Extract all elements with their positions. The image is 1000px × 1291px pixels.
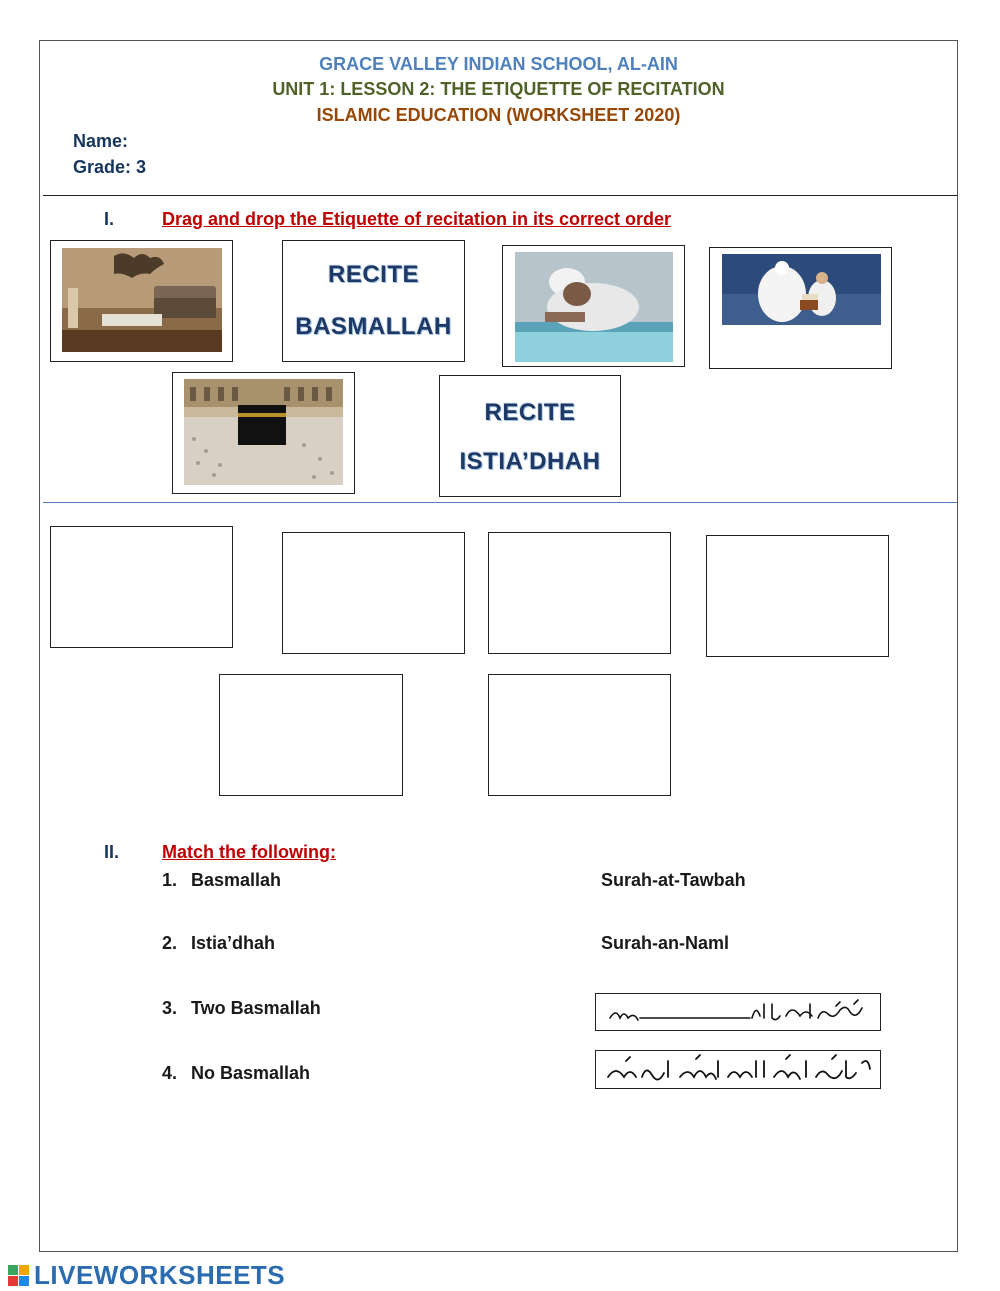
drop-slot-3[interactable]	[488, 532, 671, 654]
card-istiadhah-line2: ISTIA’DHAH	[459, 447, 601, 475]
match-left-3[interactable]: Two Basmallah	[191, 998, 321, 1018]
drop-slot-2[interactable]	[282, 532, 465, 654]
card-recite-istiadhah[interactable]	[439, 375, 621, 497]
basmallah-calligraphy-image	[596, 994, 880, 1030]
card-basmallah-line2: BASMALLAH	[295, 313, 452, 340]
liveworksheets-footer	[8, 1260, 285, 1291]
match-left-2-number: 2.	[162, 933, 178, 953]
card-reading-quran[interactable]	[709, 247, 892, 369]
match-right-1[interactable]: Surah-at-Tawbah	[601, 870, 746, 890]
liveworksheets-logo-icon	[8, 1263, 30, 1289]
section-divider	[43, 502, 957, 503]
match-right-2[interactable]: Surah-an-Naml	[601, 933, 730, 953]
match-left-3-number: 3.	[162, 998, 178, 1018]
card-wudu[interactable]	[502, 245, 685, 367]
match-right-istiadhah-calligraphy[interactable]	[595, 1050, 881, 1089]
reading-quran-image	[722, 254, 881, 325]
name-label: Name:	[73, 131, 129, 151]
match-left-1[interactable]: Basmallah	[191, 870, 282, 890]
school-title: GRACE VALLEY INDIAN SCHOOL, AL-AIN	[319, 54, 678, 74]
card-basmallah-line1: RECITE	[327, 261, 419, 288]
wudu-image	[515, 252, 673, 362]
section2-number: II.	[104, 842, 120, 862]
match-left-2[interactable]: Istia’dhah	[191, 933, 276, 953]
header-divider	[43, 195, 957, 196]
drop-slot-5[interactable]	[219, 674, 403, 796]
kaaba-image	[184, 379, 343, 485]
living-room-image	[62, 248, 222, 352]
drop-slot-6[interactable]	[488, 674, 671, 796]
match-left-4-number: 4.	[162, 1063, 178, 1083]
card-istiadhah-line1: RECITE	[484, 398, 576, 426]
match-left-4[interactable]: No Basmallah	[191, 1063, 311, 1083]
drop-slot-1[interactable]	[50, 526, 233, 648]
section1-title: Drag and drop the Etiquette of recitation in its correct order	[162, 209, 672, 229]
liveworksheets-brand: LIVEWORKSHEETS	[34, 1260, 286, 1290]
grade-label: Grade: 3	[73, 157, 147, 177]
unit-title: UNIT 1: LESSON 2: THE ETIQUETTE OF RECITATION	[272, 79, 725, 99]
drop-slot-4[interactable]	[706, 535, 889, 657]
match-right-basmallah-calligraphy[interactable]	[595, 993, 881, 1031]
card-recite-basmallah[interactable]	[282, 240, 465, 362]
card-living-room[interactable]	[50, 240, 233, 362]
section1-number: I.	[104, 209, 115, 229]
match-left-1-number: 1.	[162, 870, 178, 890]
card-kaaba[interactable]	[172, 372, 355, 494]
section2-title: Match the following:	[162, 842, 336, 862]
subject-title: ISLAMIC EDUCATION (WORKSHEET 2020)	[316, 105, 681, 125]
istiadhah-calligraphy-image	[596, 1051, 880, 1088]
